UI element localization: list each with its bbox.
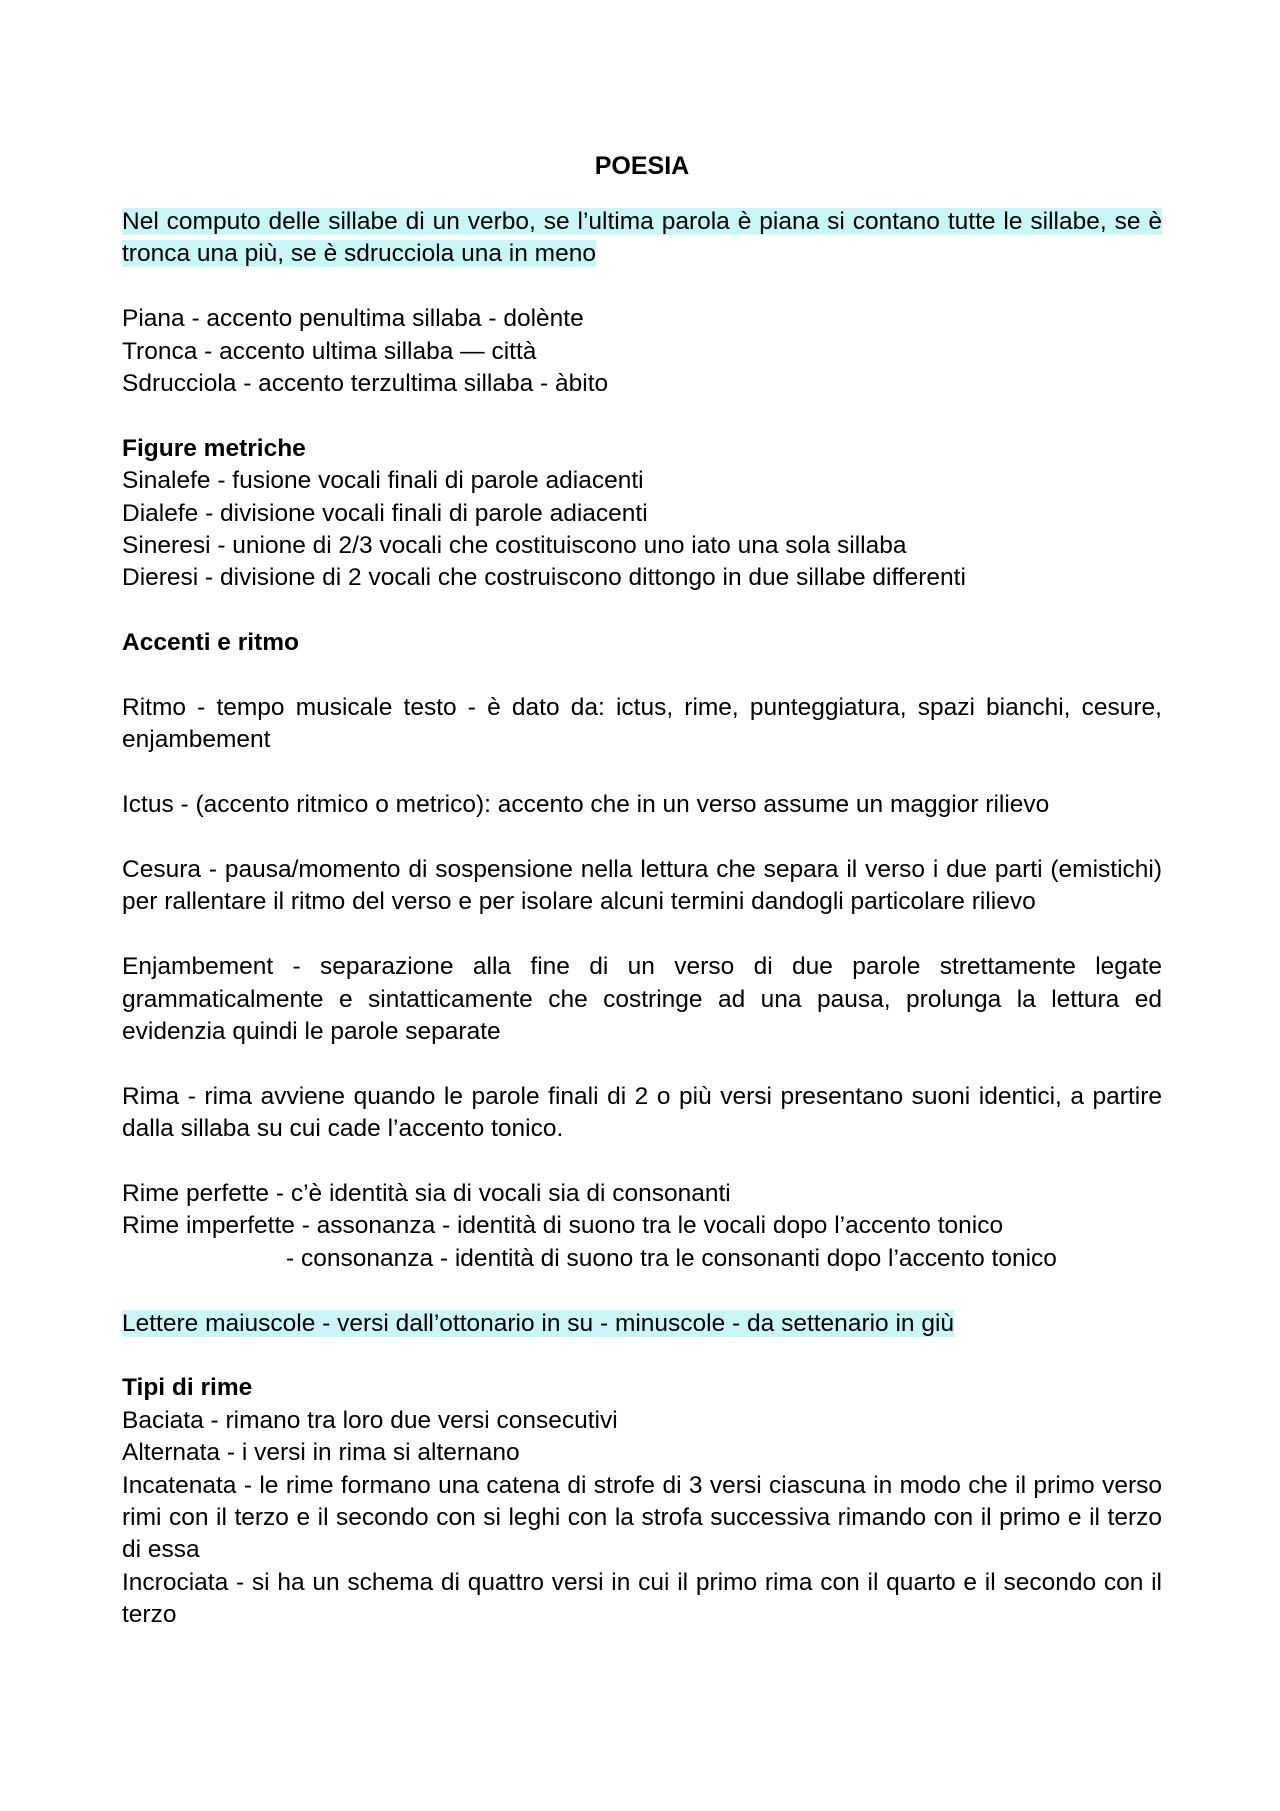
spacer (122, 400, 1162, 432)
paragraph-cesura: Cesura - pausa/momento di sospensione nella lettura che separa il verso i due parti (emistichi) per rallentare il ritmo del verso e per isolare alcuni termini dandogli particolare rilievo (122, 856, 1162, 916)
spacer (122, 271, 1162, 303)
page-title: POESIA (594, 152, 690, 180)
rima-type-incatenata: Incatenata - le rime formano una catena di strofe di 3 versi ciascuna in modo che il primo verso rimi con il terzo e il secondo con si leghi con la strofa successiva rimando con il primo e il terzo di essa (122, 1471, 1162, 1564)
lettere-highlight: Lettere maiuscole - versi dall’ottonario in su - minuscole - da settenario in giù (122, 1309, 955, 1337)
accent-type-sdrucciola: Sdrucciola - accento terzultima sillaba - àbito (122, 370, 609, 398)
paragraph-ritmo: Ritmo - tempo musicale testo - è dato da: ictus, rime, punteggiatura, spazi bianchi, cesure, enjambement (122, 694, 1162, 754)
spacer (122, 1146, 1162, 1178)
consonanza-line: - consonanza - identità di suono tra le consonanti dopo l’accento tonico (286, 1244, 1057, 1272)
rima-type-baciata: Baciata - rimano tra loro due versi consecutivi (122, 1406, 618, 1434)
section-heading-figure-metriche: Figure metriche (122, 434, 306, 462)
figure-item-dialefe: Dialefe - divisione vocali finali di parole adiacenti (122, 499, 648, 527)
spacer (122, 1275, 1162, 1307)
document-page (122, 150, 1162, 1632)
rima-type-alternata: Alternata - i versi in rima si alternano (122, 1439, 520, 1467)
paragraph-ictus: Ictus - (accento ritmico o metrico): accento che in un verso assume un maggior rilievo (122, 791, 1050, 819)
rime-perfette-line: Rime perfette - c’è identità sia di vocali sia di consonanti (122, 1180, 731, 1208)
lettere-paragraph (122, 1308, 1162, 1340)
intro-paragraph (122, 206, 1162, 271)
accent-type-tronca: Tronca - accento ultima sillaba — città (122, 337, 537, 365)
accent-type-piana: Piana - accento penultima sillaba - dolènte (122, 305, 584, 333)
spacer (122, 919, 1162, 951)
figure-item-sineresi: Sineresi - unione di 2/3 vocali che costituiscono uno iato una sola sillaba (122, 532, 907, 560)
spacer (122, 660, 1162, 692)
figure-item-sinalefe: Sinalefe - fusione vocali finali di parole adiacenti (122, 467, 644, 495)
spacer (122, 595, 1162, 627)
paragraph-enjambement: Enjambement - separazione alla fine di un verso di due parole strettamente legate grammaticalmente e sintatticamente che costringe ad una pausa, prolunga la lettura ed evidenzia quindi le parole separate (122, 953, 1162, 1046)
spacer (122, 1048, 1162, 1080)
intro-highlight: Nel computo delle sillabe di un verbo, se l’ultima parola è piana si contano tutte le sillabe, se è tronca una più, se è sdrucciola una in meno (122, 208, 1162, 268)
section-heading-tipi-rime: Tipi di rime (122, 1374, 253, 1402)
rime-imperfette-line: Rime imperfette - assonanza - identità di suono tra le vocali dopo l’accento tonico (122, 1212, 1004, 1240)
section-heading-accenti-ritmo: Accenti e ritmo (122, 629, 299, 657)
spacer (122, 757, 1162, 789)
spacer (122, 1340, 1162, 1372)
spacer (122, 822, 1162, 854)
paragraph-rima: Rima - rima avviene quando le parole finali di 2 o più versi presentano suoni identici, a partire dalla sillaba su cui cade l’accento tonico. (122, 1082, 1162, 1143)
figure-item-dieresi: Dieresi - divisione di 2 vocali che costruiscono dittongo in due sillabe differenti (122, 564, 966, 592)
rima-type-incrociata: Incrociata - si ha un schema di quattro versi in cui il primo rima con il quarto e il secondo con il terzo (122, 1568, 1162, 1629)
